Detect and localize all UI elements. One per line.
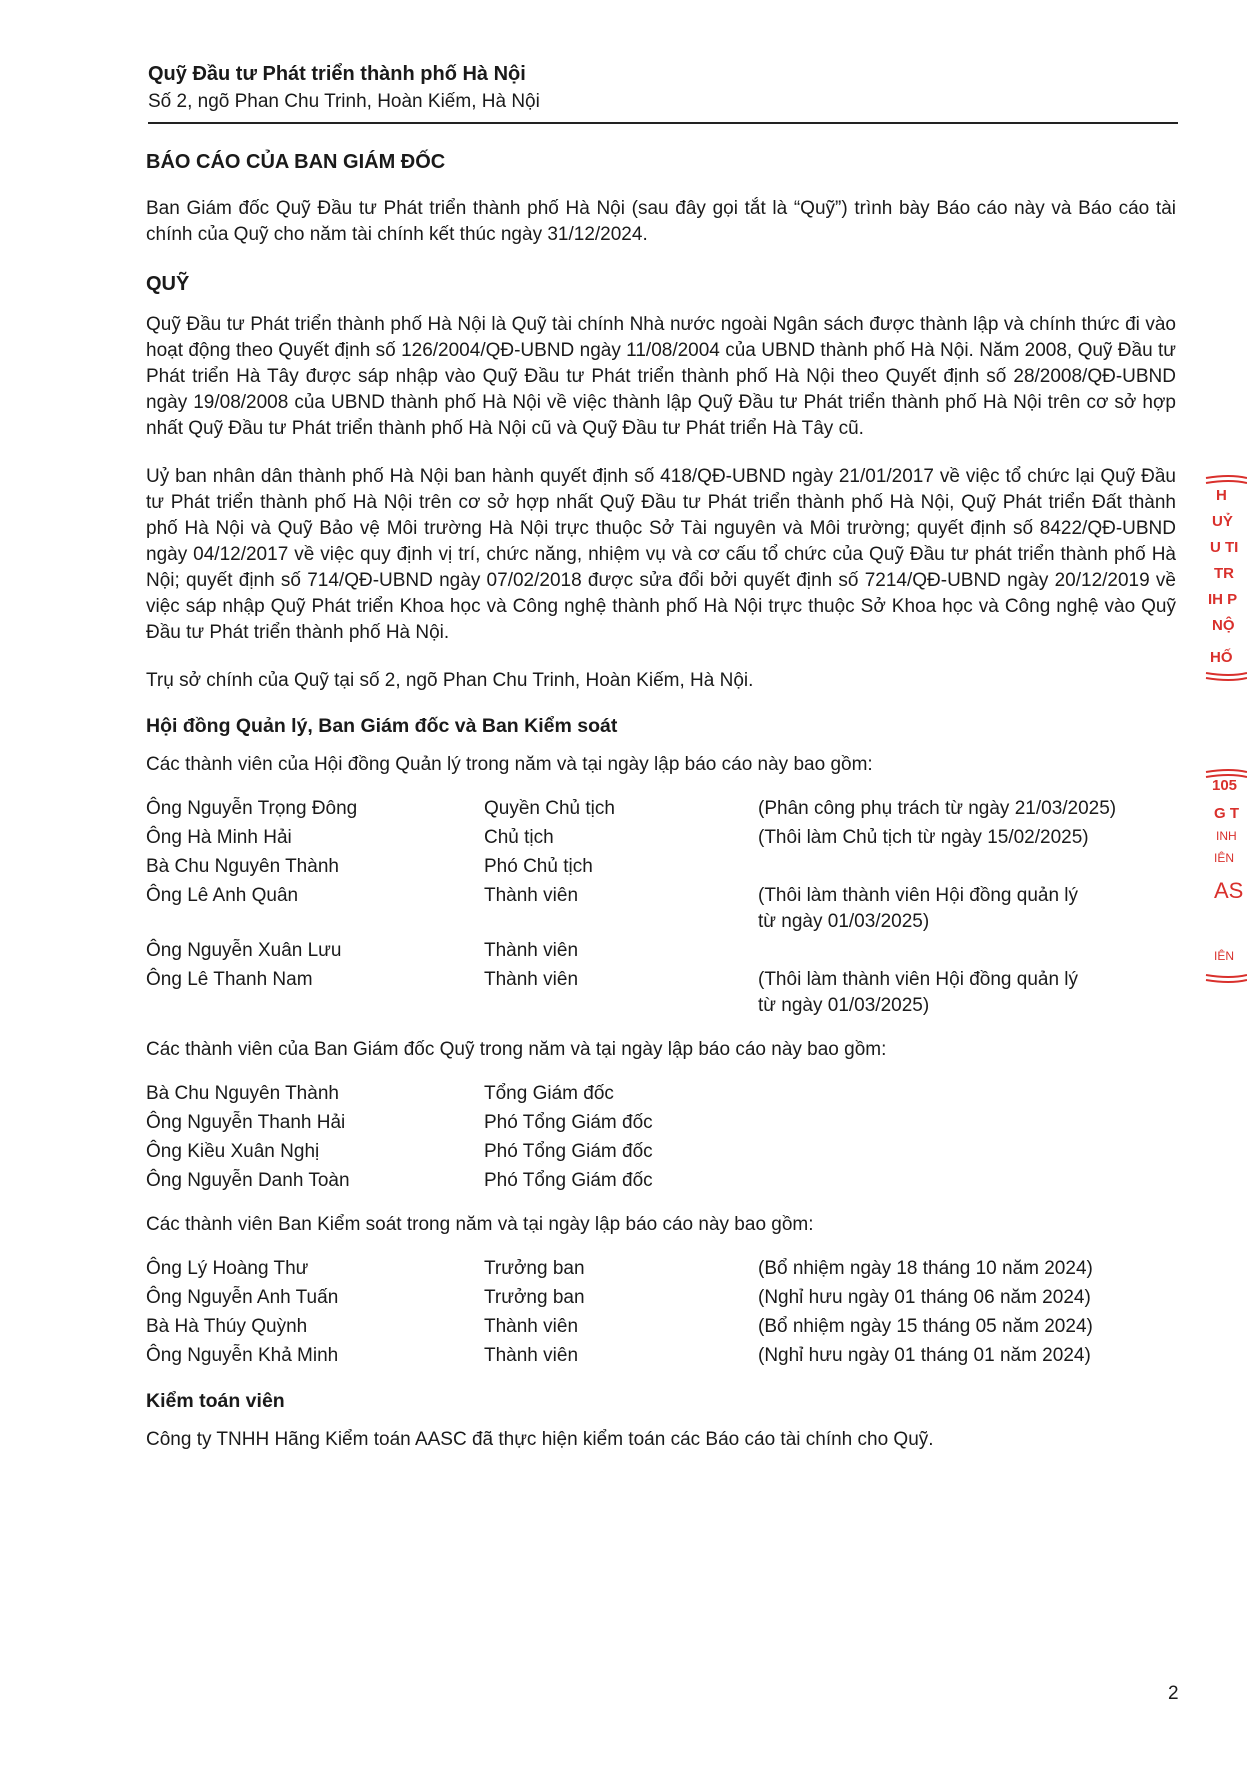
member-name: Ông Nguyễn Xuân Lưu bbox=[146, 940, 342, 961]
member-role: Thành viên bbox=[484, 969, 579, 990]
council-member-row bbox=[146, 854, 1176, 880]
member-role: Quyền Chủ tịch bbox=[484, 798, 615, 819]
member-note: (Nghỉ hưu ngày 01 tháng 01 năm 2024) bbox=[758, 1345, 1091, 1366]
svg-text:AS: AS bbox=[1214, 878, 1244, 903]
member-name: Ông Nguyễn Thanh Hải bbox=[146, 1112, 346, 1133]
member-note bbox=[758, 854, 1176, 880]
report-title: BÁO CÁO CỦA BAN GIÁM ĐỐC bbox=[146, 151, 446, 173]
member-role: Phó Chủ tịch bbox=[484, 856, 593, 877]
member-role: Chủ tịch bbox=[484, 827, 554, 848]
stamp-graphic bbox=[1200, 470, 1247, 990]
member-note-line: (Thôi làm thành viên Hội đồng quản lý bbox=[758, 885, 1079, 906]
svg-text:NỘ: NỘ bbox=[1212, 617, 1235, 634]
board-members-list bbox=[146, 1081, 1176, 1194]
auditor-paragraph: Công ty TNHH Hãng Kiểm toán AASC đã thực hiện kiểm toán các Báo cáo tài chính cho Quỹ. bbox=[146, 1429, 934, 1450]
control-member-row bbox=[146, 1256, 1176, 1282]
member-note: (Phân công phụ trách từ ngày 21/03/2025) bbox=[758, 798, 1117, 819]
member-name: Ông Nguyễn Danh Toàn bbox=[146, 1170, 350, 1191]
member-role: Trưởng ban bbox=[484, 1258, 585, 1279]
report-body bbox=[146, 148, 1176, 1453]
svg-text:HỐ: HỐ bbox=[1210, 649, 1233, 666]
board-intro: Các thành viên của Ban Giám đốc Quỹ trong năm và tại ngày lập báo cáo này bao gồm: bbox=[146, 1039, 887, 1060]
intro-paragraph: Ban Giám đốc Quỹ Đầu tư Phát triển thành phố Hà Nội (sau đây gọi tắt là “Quỹ”) trình bày Báo cáo này và Báo cáo tài chính của Quỹ cho năm tài chính kết thúc ngày 31/12/2024. bbox=[146, 198, 1176, 245]
council-member-row bbox=[146, 825, 1176, 851]
control-member-row bbox=[146, 1285, 1176, 1311]
svg-text:IÊN: IÊN bbox=[1214, 949, 1235, 963]
member-name: Ông Nguyễn Anh Tuấn bbox=[146, 1287, 339, 1308]
member-name: Bà Chu Nguyên Thành bbox=[146, 1083, 339, 1104]
member-note: (Thôi làm Chủ tịch từ ngày 15/02/2025) bbox=[758, 827, 1089, 848]
svg-text:U TI: U TI bbox=[1210, 539, 1239, 556]
member-name: Ông Lê Thanh Nam bbox=[146, 969, 313, 990]
svg-text:IH P: IH P bbox=[1208, 591, 1238, 608]
svg-text:UỶ: UỶ bbox=[1212, 513, 1233, 530]
member-note: (Nghỉ hưu ngày 01 tháng 06 năm 2024) bbox=[758, 1287, 1091, 1308]
member-note-line: từ ngày 01/03/2025) bbox=[758, 911, 930, 932]
svg-text:G T: G T bbox=[1214, 805, 1239, 822]
council-members-list bbox=[146, 796, 1176, 1019]
organization-address: Số 2, ngõ Phan Chu Trinh, Hoàn Kiếm, Hà Nội bbox=[148, 91, 540, 112]
member-role: Thành viên bbox=[484, 940, 579, 961]
member-role: Tổng Giám đốc bbox=[484, 1083, 614, 1104]
council-member-row bbox=[146, 938, 1176, 964]
member-name: Ông Lý Hoàng Thư bbox=[146, 1258, 309, 1279]
svg-text:TR: TR bbox=[1214, 565, 1234, 582]
member-role: Phó Tổng Giám đốc bbox=[484, 1141, 653, 1162]
member-name: Ông Nguyễn Khả Minh bbox=[146, 1345, 339, 1366]
fund-heading: QUỸ bbox=[146, 273, 190, 295]
control-intro: Các thành viên Ban Kiểm soát trong năm và tại ngày lập báo cáo này bao gồm: bbox=[146, 1214, 814, 1235]
header-divider bbox=[148, 122, 1178, 124]
member-name: Ông Lê Anh Quân bbox=[146, 885, 299, 906]
board-member-row bbox=[146, 1110, 1176, 1136]
auditor-heading: Kiểm toán viên bbox=[146, 1390, 285, 1412]
member-role: Phó Tổng Giám đốc bbox=[484, 1112, 653, 1133]
member-name: Ông Hà Minh Hải bbox=[146, 827, 292, 848]
governance-heading: Hội đồng Quản lý, Ban Giám đốc và Ban Kiểm soát bbox=[146, 715, 618, 737]
council-member-row bbox=[146, 967, 1176, 1019]
member-note: (Bổ nhiệm ngày 18 tháng 10 năm 2024) bbox=[758, 1258, 1093, 1279]
fund-paragraph-3: Trụ sở chính của Quỹ tại số 2, ngõ Phan Chu Trinh, Hoàn Kiếm, Hà Nội. bbox=[146, 670, 754, 691]
member-name: Bà Hà Thúy Quỳnh bbox=[146, 1316, 308, 1337]
svg-text:IÊN: IÊN bbox=[1214, 851, 1235, 865]
fund-paragraph-2: Uỷ ban nhân dân thành phố Hà Nội ban hành quyết định số 418/QĐ-UBND ngày 21/01/2017 về việc tổ chức lại Quỹ Đầu tư Phát triển thành phố Hà Nội trên cơ sở hợp nhất Quỹ Đầu tư Phát triển thành phố Hà Nội, Quỹ Phát triển Đất thành phố Hà Nội và Quỹ Bảo vệ Môi trường Hà Nội trực thuộc Sở Tài nguyên và Môi trường; quyết định số 8422/QĐ-UBND ngày 04/12/2017 về việc quy định vị trí, chức năng, nhiệm vụ và cơ cấu tổ chức của Quỹ Đầu tư phát triển thành phố Hà Nội; quyết định số 714/QĐ-UBND ngày 07/02/2018 được sửa đổi bởi quyết định số 7214/QĐ-UBND ngày 20/12/2019 về việc sáp nhập Quỹ Phát triển Khoa học và Công nghệ thành phố Hà Nội trực thuộc Sở Khoa học và Công nghệ vào Quỹ Đầu tư Phát triển thành phố Hà Nội. bbox=[146, 466, 1176, 643]
svg-text:INH: INH bbox=[1216, 829, 1237, 843]
member-name: Ông Kiều Xuân Nghị bbox=[146, 1141, 320, 1162]
council-member-row bbox=[146, 883, 1176, 935]
board-member-row bbox=[146, 1081, 1176, 1107]
council-member-row bbox=[146, 796, 1176, 822]
control-member-row bbox=[146, 1343, 1176, 1369]
red-stamp-fragment bbox=[1200, 470, 1247, 990]
member-note bbox=[758, 967, 1176, 1019]
member-role: Thành viên bbox=[484, 1316, 579, 1337]
board-member-row bbox=[146, 1139, 1176, 1165]
member-note-line: (Thôi làm thành viên Hội đồng quản lý bbox=[758, 969, 1079, 990]
member-note-line: từ ngày 01/03/2025) bbox=[758, 995, 930, 1016]
member-role: Phó Tổng Giám đốc bbox=[484, 1170, 653, 1191]
svg-text:105: 105 bbox=[1212, 777, 1238, 794]
member-role: Thành viên bbox=[484, 885, 579, 906]
member-name: Ông Nguyễn Trọng Đông bbox=[146, 798, 358, 819]
member-note bbox=[758, 883, 1176, 935]
council-intro: Các thành viên của Hội đồng Quản lý trong năm và tại ngày lập báo cáo này bao gồm: bbox=[146, 754, 873, 775]
board-member-row bbox=[146, 1168, 1176, 1194]
fund-paragraph-1: Quỹ Đầu tư Phát triển thành phố Hà Nội là Quỹ tài chính Nhà nước ngoài Ngân sách được thành lập và chính thức đi vào hoạt động theo Quyết định số 126/2004/QĐ-UBND ngày 11/08/2004 của UBND thành phố Hà Nội. Năm 2008, Quỹ Đầu tư Phát triển Hà Tây được sáp nhập vào Quỹ Đầu tư Phát triển thành phố Hà Nội theo Quyết định số 28/2008/QĐ-UBND ngày 19/08/2008 của UBND thành phố Hà Nội về việc thành lập Quỹ Đầu tư Phát triển thành phố Hà Nội trên cơ sở hợp nhất Quỹ Đầu tư Phát triển thành phố Hà Nội cũ và Quỹ Đầu tư Phát triển Hà Tây cũ. bbox=[146, 314, 1176, 439]
organization-name: Quỹ Đầu tư Phát triển thành phố Hà Nội bbox=[148, 63, 526, 85]
member-role: Thành viên bbox=[484, 1345, 579, 1366]
member-note: (Bổ nhiệm ngày 15 tháng 05 năm 2024) bbox=[758, 1316, 1093, 1337]
member-role: Trưởng ban bbox=[484, 1287, 585, 1308]
member-note bbox=[758, 938, 1176, 964]
svg-text:H: H bbox=[1216, 487, 1227, 504]
document-header bbox=[148, 60, 1176, 116]
page-number: 2 bbox=[1168, 1683, 1179, 1704]
control-members-list bbox=[146, 1256, 1176, 1369]
member-name: Bà Chu Nguyên Thành bbox=[146, 856, 339, 877]
control-member-row bbox=[146, 1314, 1176, 1340]
